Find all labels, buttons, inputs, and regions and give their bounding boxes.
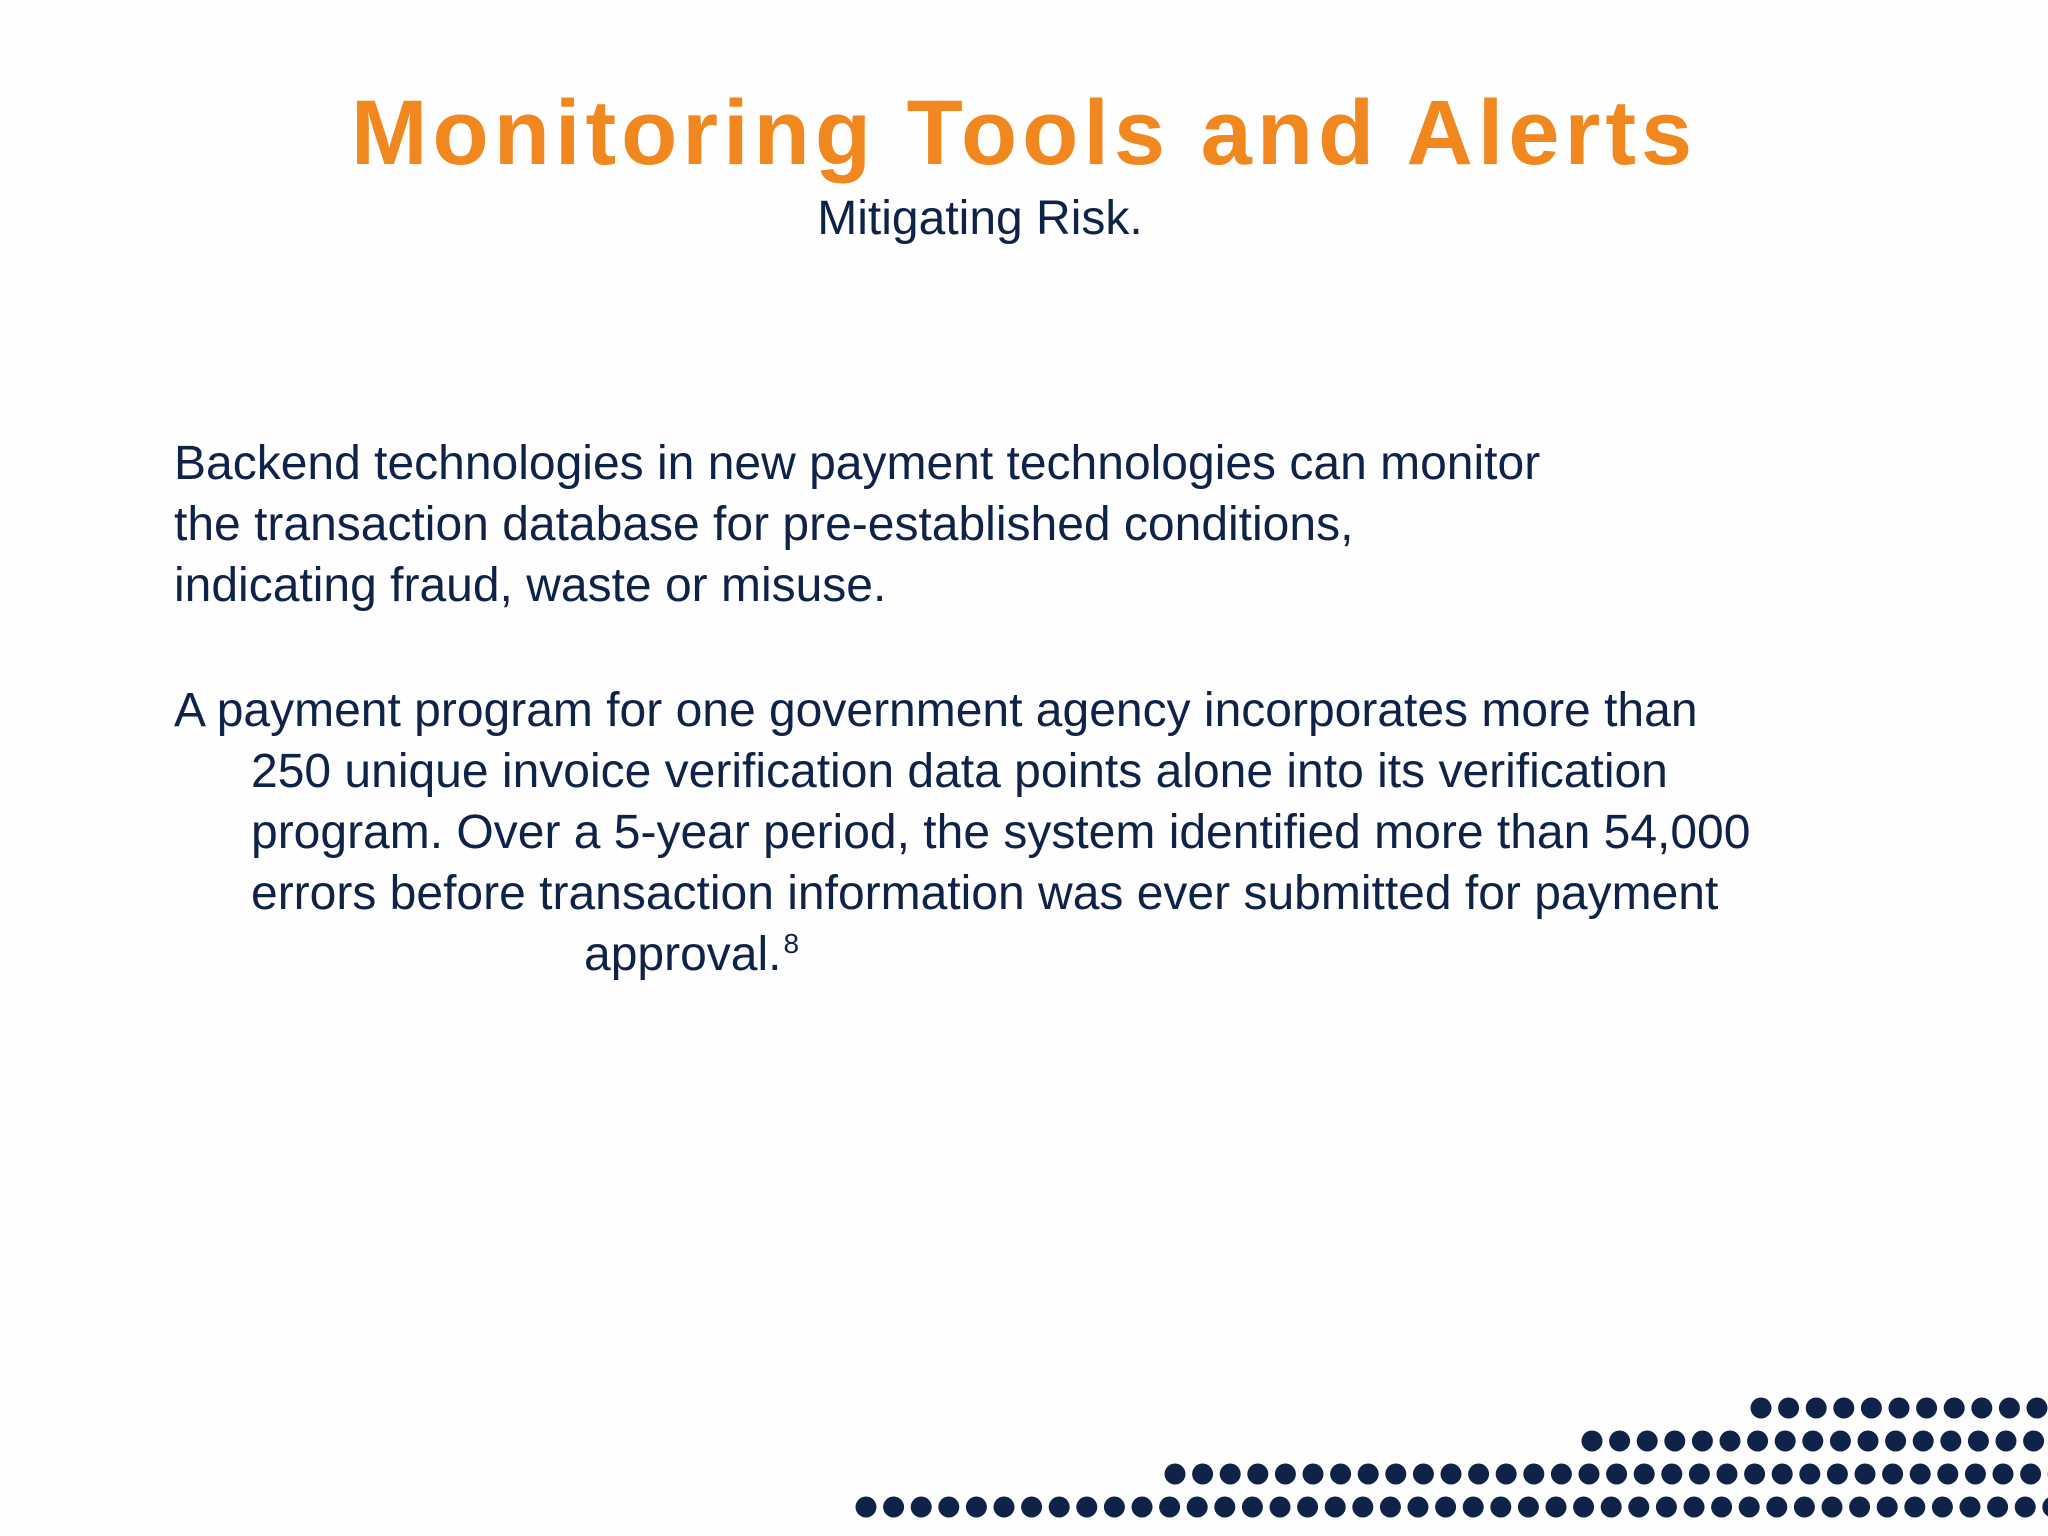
dot (1297, 1497, 1318, 1518)
dot (1132, 1497, 1153, 1518)
dot (1802, 1431, 1823, 1452)
dot (1523, 1464, 1544, 1485)
slide-title: Monitoring Tools and Alerts (350, 82, 1698, 184)
dot (1778, 1398, 1799, 1419)
paragraph2-line-3: program. Over a 5-year period, the system identified more than 54,000 (251, 806, 1751, 859)
paragraph-payment-program (174, 680, 1894, 985)
dot (1913, 1431, 1934, 1452)
dot (856, 1497, 877, 1518)
dot (1965, 1464, 1986, 1485)
dot (1855, 1464, 1876, 1485)
dot (1861, 1398, 1882, 1419)
dot (1960, 1497, 1981, 1518)
dot (2020, 1464, 2041, 1485)
slide-subtitle: Mitigating Risk. (817, 192, 1143, 245)
dot (1546, 1497, 1567, 1518)
paragraph1-line-3: indicating fraud, waste or misuse. (174, 559, 887, 612)
dot (1076, 1497, 1097, 1518)
dot (1944, 1398, 1965, 1419)
paragraph2-line-5 (174, 924, 1894, 985)
dot (1192, 1464, 1213, 1485)
dot (1165, 1464, 1186, 1485)
dot (1993, 1464, 2014, 1485)
dot (1806, 1398, 1827, 1419)
dot (1711, 1497, 1732, 1518)
dot (1904, 1497, 1925, 1518)
dot (994, 1497, 1015, 1518)
dot (1968, 1431, 1989, 1452)
dot (1916, 1398, 1937, 1419)
dot (1441, 1464, 1462, 1485)
dot (1275, 1464, 1296, 1485)
dot (1634, 1464, 1655, 1485)
dot (1720, 1431, 1741, 1452)
dot (1849, 1497, 1870, 1518)
dot (966, 1497, 987, 1518)
dot (1937, 1464, 1958, 1485)
dot (1496, 1464, 1517, 1485)
dot (2023, 1431, 2044, 1452)
paragraph2-line-1: A payment program for one government agency incorporates more than (174, 684, 1698, 737)
dot (883, 1497, 904, 1518)
dot (1358, 1464, 1379, 1485)
paragraph1-line-2: the transaction database for pre-established conditions, (174, 498, 1354, 551)
dot (1606, 1464, 1627, 1485)
dot (1830, 1431, 1851, 1452)
dot (1656, 1497, 1677, 1518)
dot (1582, 1431, 1603, 1452)
dot (1270, 1497, 1291, 1518)
dot (1104, 1497, 1125, 1518)
dot (1159, 1497, 1180, 1518)
dot (2015, 1497, 2036, 1518)
dot (1664, 1431, 1685, 1452)
dot (1220, 1464, 1241, 1485)
dot (1468, 1464, 1489, 1485)
dot (1766, 1497, 1787, 1518)
dot (1380, 1497, 1401, 1518)
paragraph-backend-monitoring (174, 433, 1774, 616)
dot (1689, 1464, 1710, 1485)
dot (1579, 1464, 1600, 1485)
dot (1518, 1497, 1539, 1518)
dot (1661, 1464, 1682, 1485)
dot (1794, 1497, 1815, 1518)
dot (1692, 1431, 1713, 1452)
dot (1747, 1431, 1768, 1452)
dot (1910, 1464, 1931, 1485)
dot (1242, 1497, 1263, 1518)
dot (1772, 1464, 1793, 1485)
dot (1385, 1464, 1406, 1485)
dot (1325, 1497, 1346, 1518)
paragraph2-line-4: errors before transaction information was ever submitted for payment (251, 867, 1719, 920)
dot (1744, 1464, 1765, 1485)
dot (1609, 1431, 1630, 1452)
dot (1932, 1497, 1953, 1518)
dot (1684, 1497, 1705, 1518)
dot (1889, 1398, 1910, 1419)
dot (2027, 1398, 2048, 1419)
dot (1463, 1497, 1484, 1518)
dot (1971, 1398, 1992, 1419)
dot (1628, 1497, 1649, 1518)
dot (1637, 1431, 1658, 1452)
dot (1601, 1497, 1622, 1518)
dot (1833, 1398, 1854, 1419)
dot (1330, 1464, 1351, 1485)
dot (1435, 1497, 1456, 1518)
dot (1049, 1497, 1070, 1518)
dot (1775, 1431, 1796, 1452)
dot (911, 1497, 932, 1518)
dot (1940, 1431, 1961, 1452)
dot (1551, 1464, 1572, 1485)
dot (1877, 1497, 1898, 1518)
dot (1490, 1497, 1511, 1518)
dot (1573, 1497, 1594, 1518)
dot (1885, 1431, 1906, 1452)
dot (2042, 1497, 2048, 1518)
dot (1408, 1497, 1429, 1518)
dot (1247, 1464, 1268, 1485)
footnote-reference: 8 (783, 928, 800, 959)
dot (1822, 1497, 1843, 1518)
dot (938, 1497, 959, 1518)
dot (1717, 1464, 1738, 1485)
paragraph2-line-2: 250 unique invoice verification data points alone into its verification (251, 745, 1668, 798)
dot (1751, 1398, 1772, 1419)
dot (1858, 1431, 1879, 1452)
dot (1413, 1464, 1434, 1485)
dot (1021, 1497, 1042, 1518)
dot (1882, 1464, 1903, 1485)
paragraph2-line-5-text: approval. (584, 928, 782, 981)
dot (1187, 1497, 1208, 1518)
dot (1739, 1497, 1760, 1518)
dot (1214, 1497, 1235, 1518)
dot (1996, 1431, 2017, 1452)
dot (1799, 1464, 1820, 1485)
paragraph1-line-1: Backend technologies in new payment technologies can monitor (174, 437, 1541, 490)
dot (1999, 1398, 2020, 1419)
dot (1352, 1497, 1373, 1518)
dot (1987, 1497, 2008, 1518)
dot (1827, 1464, 1848, 1485)
dot (1303, 1464, 1324, 1485)
